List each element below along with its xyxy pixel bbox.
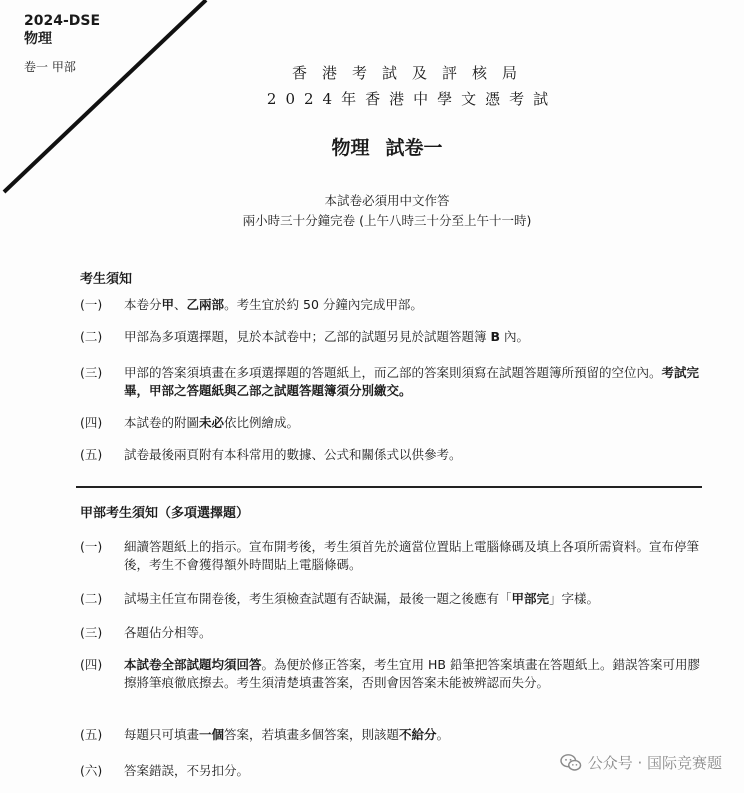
text-segment: 、 (174, 297, 187, 312)
bold-text: B (490, 329, 501, 344)
instruction-item (80, 328, 710, 346)
text-segment: 甲部為多項選擇題，見於本試卷中；乙部的試題另見於試題答題簿 (124, 329, 491, 344)
page-title (0, 133, 744, 160)
bold-text: 本試卷全部試題均須回答 (124, 657, 262, 672)
text-segment: 每題只可填畫 (124, 727, 200, 742)
item-number: (五) (80, 447, 103, 462)
item-number: (一) (80, 297, 103, 312)
section-a-item (80, 762, 510, 780)
title-paper: 試卷一 (385, 137, 443, 159)
text-segment: 甲部的答案須填畫在多項選擇題的答題紙上，而乙部的答案則須寫在試題答題簿所預留的空位內。 (124, 365, 662, 380)
exam-name: 2024年香港中學文憑考試 (266, 90, 558, 108)
bold-text: 乙兩部 (186, 297, 225, 312)
item-text (124, 726, 710, 744)
item-number: (三) (80, 625, 103, 640)
instruction-item (80, 364, 710, 400)
language-note: 本試卷必須用中文作答 (324, 193, 450, 208)
text-segment: 」字樣。 (549, 591, 600, 606)
exam-code: 2024-DSE (24, 13, 101, 29)
watermark-label: 公众号 · 国际竞赛题 (587, 754, 722, 772)
bold-text: 未必 (199, 415, 225, 430)
item-number: (一) (80, 539, 103, 554)
text-segment: 答案，若填畫多個答案，則該題 (224, 727, 400, 742)
item-number: (五) (80, 727, 103, 742)
item-number: (二) (80, 329, 103, 344)
item-text (124, 656, 710, 692)
item-text (124, 762, 510, 780)
item-text (124, 414, 710, 432)
item-number: (三) (80, 365, 103, 380)
section-divider (76, 486, 702, 488)
text-segment: 細讀答題紙上的指示。宣布開考後，考生須首先於適當位置貼上電腦條碼及填上各項所需資料。宣布停筆後，考生不會獲得額外時間貼上電腦條碼。 (124, 539, 700, 572)
item-text (124, 296, 710, 314)
text-segment: 。為便於修正答案，考生宜用 HB 鉛筆把答案填畫在答題紙上。錯誤答案可用膠擦將筆痕徹底擦去。考生須清楚填畫答案，否則會因答案未能被辨認而失分。 (124, 657, 700, 690)
text-segment: 。考生宜於約 50 分鐘內完成甲部。 (224, 297, 423, 312)
section-a-item (80, 624, 710, 642)
section-a-item (80, 590, 710, 608)
bold-text: 不給分 (399, 727, 437, 742)
item-number: (二) (80, 591, 103, 606)
text-segment: 本卷分 (124, 297, 162, 312)
text-segment: 答案錯誤，不另扣分。 (124, 763, 250, 778)
text-segment: 試卷最後兩頁附有本科常用的數據、公式和關係式以供參考。 (124, 447, 462, 462)
duration-note: 兩小時三十分鐘完卷 (上午八時三十分至上午十一時) (242, 213, 532, 228)
section-a-item (80, 726, 710, 744)
text-segment: 本試卷的附圖 (124, 415, 200, 430)
bold-text: 甲部完 (511, 591, 550, 606)
item-text (124, 624, 710, 642)
instruction-item (80, 296, 710, 314)
bold-text: 一個 (199, 727, 225, 742)
section-a-heading: 甲部考生須知（多項選擇題） (80, 506, 250, 521)
watermark (560, 752, 722, 773)
subject-label: 物理 (24, 31, 52, 47)
text-segment: 內。 (500, 329, 529, 344)
item-text (124, 364, 710, 400)
text-segment: 依比例繪成。 (224, 415, 300, 430)
item-number: (四) (80, 415, 103, 430)
title-subject: 物理 (331, 137, 370, 159)
paper-section-label: 卷一 甲部 (24, 60, 76, 74)
text-segment: 。 (436, 727, 450, 742)
wechat-icon (560, 753, 582, 773)
item-text (124, 538, 710, 574)
section-a-item (80, 656, 710, 692)
item-text (124, 328, 710, 346)
instructions-heading: 考生須知 (80, 272, 133, 287)
bold-text: 考試完畢，甲部之答題紙與乙部之試題答題簿須分別繳交。 (124, 365, 700, 398)
instruction-item (80, 446, 710, 464)
bold-text: 甲 (161, 297, 175, 312)
section-a-item (80, 538, 710, 574)
text-segment: 試場主任宣布開卷後，考生須檢查試題有否缺漏，最後一題之後應有「 (124, 591, 512, 606)
item-number: (四) (80, 657, 103, 672)
item-number: (六) (80, 763, 103, 778)
instruction-item (80, 414, 710, 432)
item-text (124, 590, 710, 608)
text-segment: 各題佔分相等。 (124, 625, 212, 640)
item-text (124, 446, 710, 464)
authority-name: 香港考試及評核局 (291, 64, 532, 82)
